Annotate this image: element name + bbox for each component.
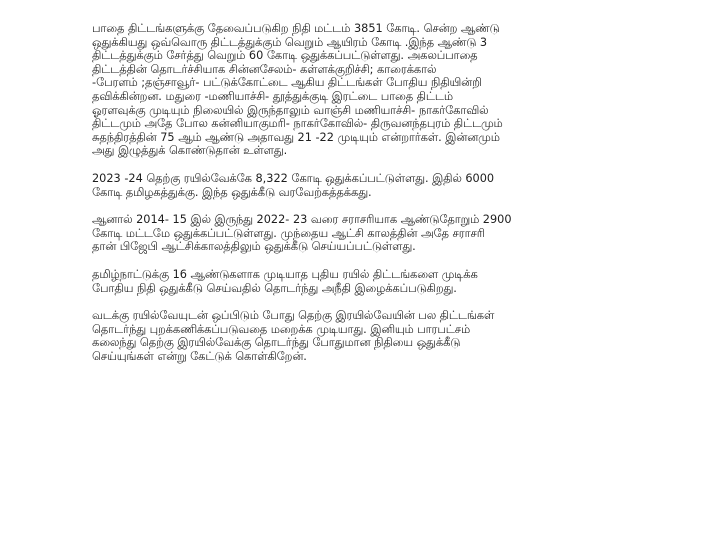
- text-line: தமிழ்நாட்டுக்கு 16 ஆண்டுகளாக முடியாத புதிய ரயில் திட்டங்களை முடிக்க: [92, 267, 478, 281]
- text-line: ஆனால் 2014- 15 இல் இருந்து 2022- 23 வரை சராசரியாக ஆண்டுதோறும் 2900: [92, 213, 512, 227]
- document-body: [92, 22, 652, 377]
- text-line: கோடி மட்டமே ஒதுக்கப்பட்டுள்ளது. முந்தைய ஆட்சி காலத்தின் அதே சராசரி: [92, 226, 485, 240]
- text-line: -பேரளம் ;தஞ்சாவூர்- பட்டுக்கோட்டை ஆகிய திட்டங்கள் போதிய நிதியின்றி: [92, 76, 482, 90]
- paragraph-allocation-2023: [92, 172, 652, 199]
- text-line: போதிய நிதி ஒதுக்கீடு செய்வதில் தொடர்ந்து அநீதி இழைக்கப்படுகிறது.: [92, 281, 457, 295]
- text-line: அது இழுத்துக் கொண்டுதான் உள்ளது.: [92, 144, 288, 158]
- text-line: ஓரளவுக்கு முடியும் நிலையில் இருந்தாலும் வாஞ்சி மணியாச்சி- நாகர்கோவில்: [92, 103, 489, 117]
- text-line: செய்யுங்கள் என்று கேட்டுக் கொள்கிறேன்.: [92, 349, 307, 363]
- text-line: கலைந்து தெற்கு இரயில்வேக்கு தொடர்ந்து போதுமான நிதியை ஒதுக்கீடு: [92, 336, 461, 350]
- text-line: திட்டத்துக்கும் சேர்த்து வெறும் 60 கோடி ஒதுக்கப்பட்டுள்ளது. அகலப்பாதை: [92, 49, 478, 63]
- text-line: பாதை திட்டங்களுக்கு தேவைப்படுகிற நிதி மட்டம் 3851 கோடி. சென்ற ஆண்டு: [92, 22, 500, 35]
- paragraph-average-allocation: [92, 213, 652, 254]
- text-line: ஒதுக்கியது ஒவ்வொரு திட்டத்துக்கும் வெறும் ஆயிரம் கோடி .இந்த ஆண்டு 3: [92, 35, 488, 49]
- text-line: 2023 -24 தெற்கு ரயில்வேக்கே 8,322 கோடி ஒதுக்கப்பட்டுள்ளது. இதில் 6000: [92, 171, 495, 185]
- text-line: தான் பிஜேபி ஆட்சிக்காலத்திலும் ஒதுக்கீடு செய்யப்பட்டுள்ளது.: [92, 240, 416, 254]
- text-line: திட்டமும் அதே போல கன்னியாகுமரி- நாகர்கோவில்- திருவனந்தபுரம் திட்டமும்: [92, 117, 503, 131]
- text-line: கோடி தமிழகத்துக்கு. இந்த ஒதுக்கீடு வரவேற்கத்தக்கது.: [92, 185, 372, 199]
- text-line: தொடர்ந்து புறக்கணிக்கப்படுவதை மறைக்க முடியாது. இனியும் பாரபட்சம்: [92, 322, 471, 336]
- paragraph-funding-projects: [92, 22, 652, 158]
- text-line: திட்டத்தின் தொடர்ச்சியாக சின்னசேலம்- கள்ளக்குறிச்சி; காரைக்கால்: [92, 62, 437, 76]
- paragraph-injustice: [92, 268, 652, 295]
- text-line: வடக்கு ரயில்வேயுடன் ஒப்பிடும் போது தெற்கு இரயில்வேயின் பல திட்டங்கள்: [92, 309, 495, 323]
- text-line: சுதந்திரத்தின் 75 ஆம் ஆண்டு அதாவது 21 -22 முடியும் என்றார்கள். இன்னமும்: [92, 130, 500, 144]
- paragraph-request: [92, 309, 652, 363]
- text-line: தவிக்கின்றன. மதுரை -மணியாச்சி- தூத்துக்குடி இரட்டை பாதை திட்டம்: [92, 89, 454, 103]
